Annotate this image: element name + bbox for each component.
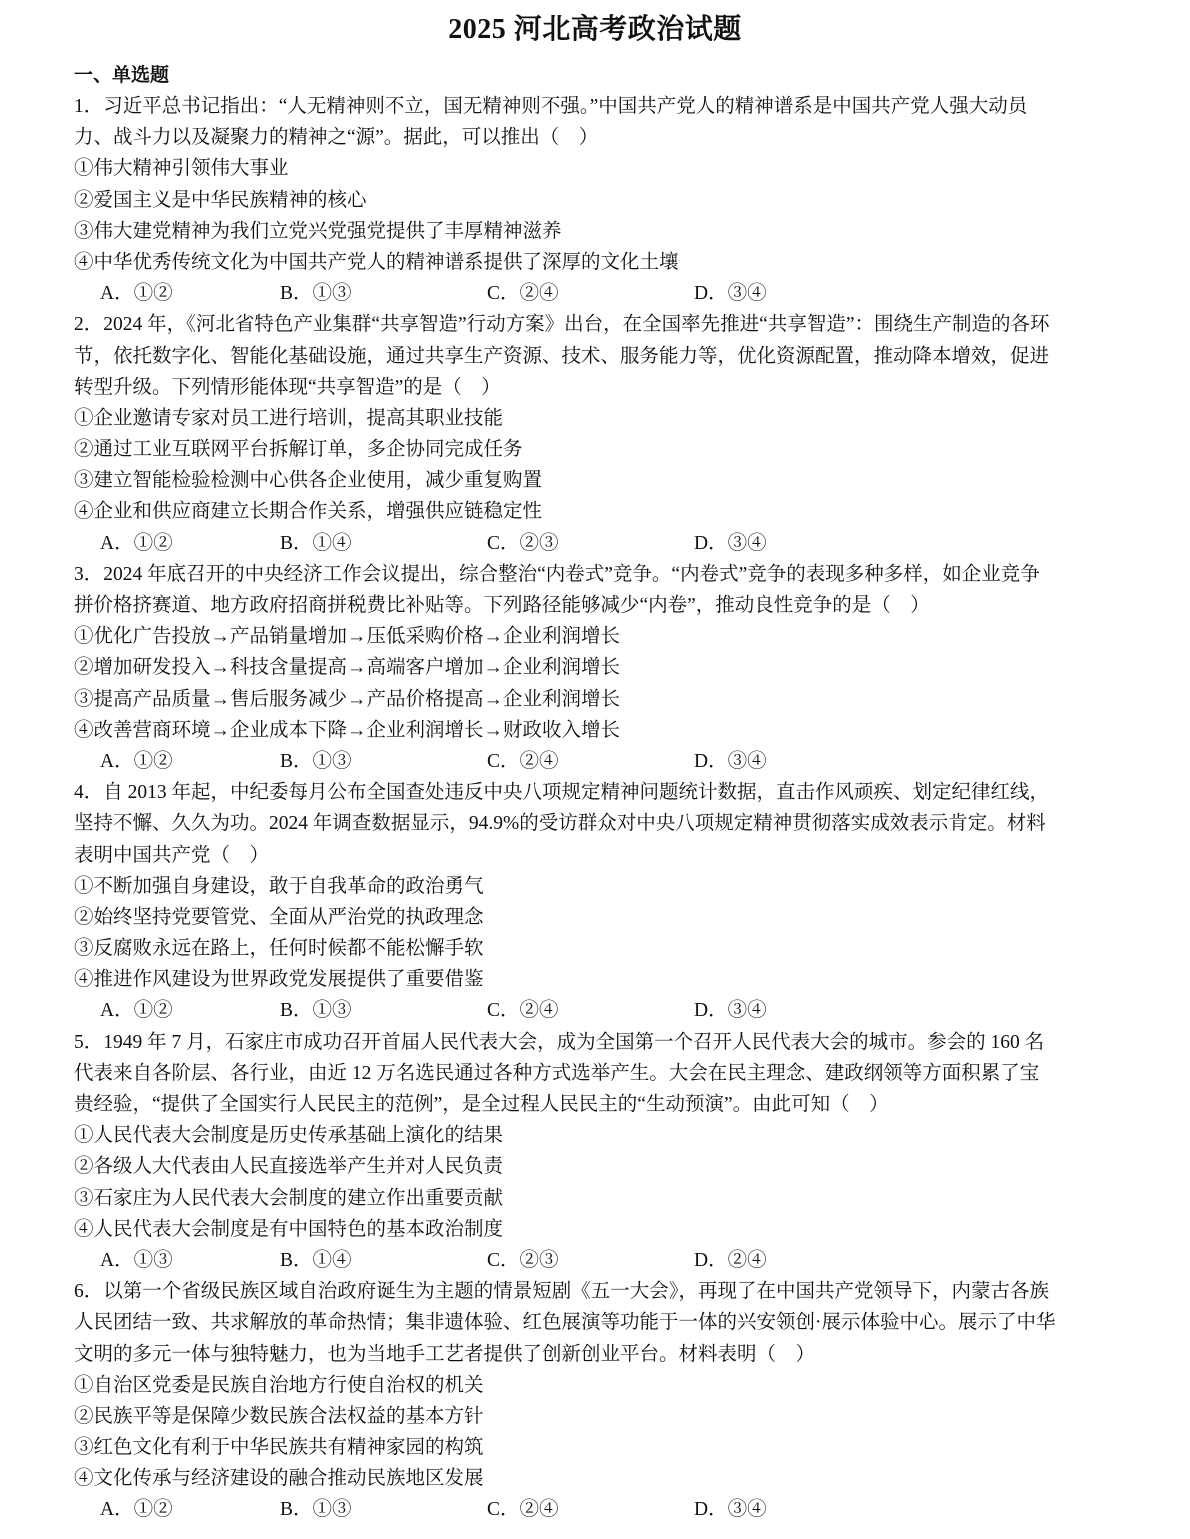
option-statement: ②增加研发投入→科技含量提高→高端客户增加→企业利润增长 — [74, 657, 621, 679]
answer-choices — [74, 278, 1124, 309]
answer-choice-c[interactable]: C．②④ — [487, 1000, 559, 1022]
question-4 — [74, 777, 1124, 1027]
option-statement: ③反腐败永远在路上，任何时候都不能松懈手软 — [74, 938, 484, 960]
question-stem-line: 人民团结一致、共求解放的革命热情；集非遗体验、红色展演等功能于一体的兴安领创·展示体验中心。展示了中华 — [74, 1312, 1056, 1334]
answer-choice-a[interactable]: A．①② — [100, 1499, 173, 1521]
option-statement: ③建立智能检验检测中心供各企业使用，减少重复购置 — [74, 470, 543, 492]
question-stem-line: 节，依托数字化、智能化基础设施，通过共享生产资源、技术、服务能力等，优化资源配置，推动降本增效，促进 — [74, 345, 1050, 367]
question-3 — [74, 559, 1124, 777]
answer-choice-a[interactable]: A．①② — [100, 283, 173, 305]
option-statement: ①企业邀请专家对员工进行培训，提高其职业技能 — [74, 407, 504, 429]
question-stem-line: 3．2024 年底召开的中央经济工作会议提出，综合整治“内卷式”竞争。“内卷式”竞争的表现多种多样，如企业竞争 — [74, 563, 1040, 585]
answer-choice-d[interactable]: D．③④ — [694, 283, 767, 305]
answer-choice-c[interactable]: C．②③ — [487, 532, 559, 554]
question-5 — [74, 1027, 1124, 1277]
question-2 — [74, 309, 1124, 559]
option-statement: ②各级人大代表由人民直接选举产生并对人民负责 — [74, 1156, 504, 1178]
option-statement: ④推进作风建设为世界政党发展提供了重要借鉴 — [74, 969, 484, 991]
answer-choice-c[interactable]: C．②③ — [487, 1249, 559, 1271]
question-stem-line: 贵经验，“提供了全国实行人民民主的范例”，是全过程人民民主的“生动预演”。由此可知（ ） — [74, 1094, 889, 1115]
answer-choices — [74, 746, 1124, 777]
option-statement: ②民族平等是保障少数民族合法权益的基本方针 — [74, 1405, 484, 1427]
question-stem-line: 5．1949 年 7 月，石家庄市成功召开首届人民代表大会，成为全国第一个召开人民代表大会的城市。参会的 160 名 — [74, 1031, 1045, 1053]
question-list — [74, 91, 1124, 1526]
document-title: 2025 河北高考政治试题 — [448, 14, 742, 45]
option-statement: ④企业和供应商建立长期合作关系，增强供应链稳定性 — [74, 501, 543, 523]
answer-choices — [74, 528, 1124, 559]
question-stem-line: 文明的多元一体与独特魅力，也为当地手工艺者提供了创新创业平台。材料表明（ ） — [74, 1343, 816, 1365]
option-statement: ③石家庄为人民代表大会制度的建立作出重要贡献 — [74, 1187, 504, 1209]
answer-choice-c[interactable]: C．②④ — [487, 283, 559, 305]
option-statement: ④改善营商环境→企业成本下降→企业利润增长→财政收入增长 — [74, 719, 621, 741]
option-statement: ②爱国主义是中华民族精神的核心 — [74, 189, 367, 211]
answer-choice-b[interactable]: B．①③ — [280, 283, 352, 305]
answer-choice-d[interactable]: D．③④ — [694, 1000, 767, 1022]
option-statement: ①优化广告投放→产品销量增加→压低采购价格→企业利润增长 — [74, 626, 621, 648]
option-statement: ③红色文化有利于中华民族共有精神家园的构筑 — [74, 1437, 484, 1459]
option-statement: ③提高产品质量→售后服务减少→产品价格提高→企业利润增长 — [74, 688, 621, 710]
question-6 — [74, 1276, 1124, 1526]
option-statement: ④文化传承与经济建设的融合推动民族地区发展 — [74, 1468, 484, 1490]
question-stem-line: 代表来自各阶层、各行业，由近 12 万名选民通过各种方式选举产生。大会在民主理念、建政纲领等方面积累了宝 — [74, 1062, 1040, 1084]
answer-choice-c[interactable]: C．②④ — [487, 750, 559, 772]
answer-choice-b[interactable]: B．①③ — [280, 750, 352, 772]
answer-choice-a[interactable]: A．①② — [100, 750, 173, 772]
question-stem-line: 拼价格挤赛道、地方政府招商拼税费比补贴等。下列路径能够减少“内卷”，推动良性竞争的是（ ） — [74, 595, 930, 616]
option-statement: ②通过工业互联网平台拆解订单，多企协同完成任务 — [74, 439, 523, 461]
answer-choice-a[interactable]: A．①③ — [100, 1249, 173, 1271]
question-stem-line: 表明中国共产党（ ） — [74, 844, 270, 866]
question-stem-line: 4．自 2013 年起，中纪委每月公布全国查处违反中央八项规定精神问题统计数据，直击作风顽疾、划定纪律红线， — [74, 782, 1050, 804]
answer-choice-a[interactable]: A．①② — [100, 1000, 173, 1022]
answer-choice-a[interactable]: A．①② — [100, 532, 173, 554]
answer-choices — [74, 1245, 1124, 1276]
question-stem-line: 6．以第一个省级民族区域自治政府诞生为主题的情景短剧《五一大会》，再现了在中国共产党领导下，内蒙古各族 — [74, 1281, 1050, 1303]
question-stem-line: 坚持不懈、久久为功。2024 年调查数据显示，94.9%的受访群众对中央八项规定精神贯彻落实成效表示肯定。材料 — [74, 813, 1046, 835]
answer-choice-d[interactable]: D．②④ — [694, 1249, 767, 1271]
option-statement: ①人民代表大会制度是历史传承基础上演化的结果 — [74, 1125, 504, 1147]
answer-choice-b[interactable]: B．①④ — [280, 532, 352, 554]
answer-choice-b[interactable]: B．①③ — [280, 1499, 352, 1521]
question-stem-line: 1．习近平总书记指出：“人无精神则不立，国无精神则不强。”中国共产党人的精神谱系是中国共产党人强大动员 — [74, 96, 1028, 117]
answer-choice-b[interactable]: B．①④ — [280, 1249, 352, 1271]
answer-choices — [74, 995, 1124, 1026]
option-statement: ①不断加强自身建设，敢于自我革命的政治勇气 — [74, 875, 484, 897]
question-1 — [74, 91, 1124, 309]
answer-choice-d[interactable]: D．③④ — [694, 750, 767, 772]
section-heading: 一、单选题 — [74, 65, 170, 86]
answer-choice-b[interactable]: B．①③ — [280, 1000, 352, 1022]
question-stem-line: 2．2024 年，《河北省特色产业集群“共享智造”行动方案》出台，在全国率先推进“共享智造”：围绕生产制造的各环 — [74, 314, 1050, 336]
option-statement: ①伟大精神引领伟大事业 — [74, 158, 289, 180]
answer-choice-d[interactable]: D．③④ — [694, 532, 767, 554]
answer-choice-c[interactable]: C．②④ — [487, 1499, 559, 1521]
question-stem-line: 力、战斗力以及凝聚力的精神之“源”。据此，可以推出（ ） — [74, 127, 599, 149]
option-statement: ④中华优秀传统文化为中国共产党人的精神谱系提供了深厚的文化土壤 — [74, 251, 679, 273]
option-statement: ②始终坚持党要管党、全面从严治党的执政理念 — [74, 906, 484, 928]
answer-choices — [74, 1494, 1124, 1525]
option-statement: ①自治区党委是民族自治地方行使自治权的机关 — [74, 1374, 484, 1396]
option-statement: ③伟大建党精神为我们立党兴党强党提供了丰厚精神滋养 — [74, 220, 562, 242]
answer-choice-d[interactable]: D．③④ — [694, 1499, 767, 1521]
option-statement: ④人民代表大会制度是有中国特色的基本政治制度 — [74, 1218, 504, 1240]
question-stem-line: 转型升级。下列情形能体现“共享智造”的是（ ） — [74, 376, 501, 398]
